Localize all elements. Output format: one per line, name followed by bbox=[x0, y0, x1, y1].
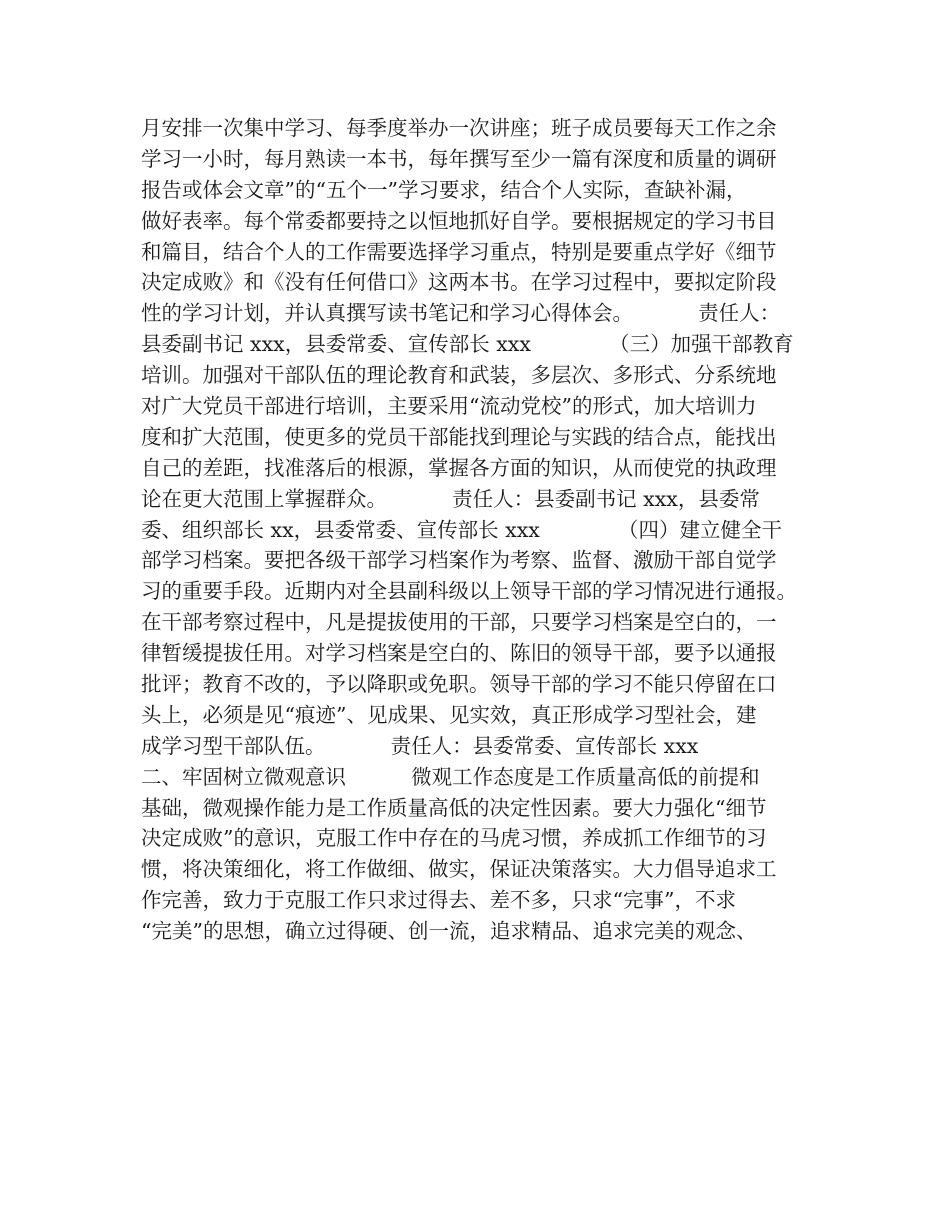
body-text bbox=[141, 113, 841, 947]
text-line: 惯，将决策细化，将工作做细、做实，保证决策落实。大力倡导追求工 bbox=[141, 857, 777, 882]
text-line: 报告或体会文章”的“五个一”学习要求，结合个人实际，查缺补漏， bbox=[141, 177, 747, 202]
text-line: 二、牢固树立微观意识 微观工作态度是工作质量高低的前提和 bbox=[141, 764, 760, 789]
text-line: “完美”的思想，确立过得硬、创一流，追求精品、追求完美的观念、 bbox=[141, 919, 757, 944]
text-line: 月安排一次集中学习、每季度举办一次讲座；班子成员要每天工作之余 bbox=[141, 116, 777, 140]
text-line: 和篇目，结合个人的工作需要选择学习重点，特别是要重点学好《细节 bbox=[141, 239, 777, 264]
text-line: 批评；教育不改的，予以降职或免职。领导干部的学习不能只停留在口 bbox=[141, 672, 777, 697]
text-line: 度和扩大范围，使更多的党员干部能找到理论与实践的结合点，能找出 bbox=[141, 424, 777, 449]
text-line: 自己的差距，找准落后的根源，掌握各方面的知识，从而使党的执政理 bbox=[141, 455, 777, 480]
text-line: 基础，微观操作能力是工作质量高低的决定性因素。要大力强化“细节 bbox=[141, 795, 767, 820]
text-line: 头上，必须是见“痕迹”、见成果、见实效，真正形成学习型社会，建 bbox=[141, 702, 757, 727]
text-line: 决定成败》和《没有任何借口》这两本书。在学习过程中，要拟定阶段 bbox=[141, 270, 777, 295]
text-line: 性的学习计划，并认真撰写读书笔记和学习心得体会。 责任人： bbox=[141, 301, 781, 326]
text-line: 县委副书记 xxx，县委常委、宣传部长 xxx （三）加强干部教育 bbox=[141, 332, 794, 357]
text-line: 对广大党员干部进行培训，主要采用“流动党校”的形式，加大培训力 bbox=[141, 394, 757, 419]
text-line: 在干部考察过程中，凡是提拔使用的干部，只要学习档案是空白的，一 bbox=[141, 610, 777, 635]
text-line: 部学习档案。要把各级干部学习档案作为考察、监督、激励干部自觉学 bbox=[141, 548, 777, 573]
text-line: 习的重要手段。近期内对全县副科级以上领导干部的学习情况进行通报。 bbox=[141, 579, 797, 604]
text-line: 培训。加强对干部队伍的理论教育和武装，多层次、多形式、分系统地 bbox=[141, 363, 777, 388]
text-line: 决定成败”的意识，克服工作中存在的马虎习惯，养成抓工作细节的习 bbox=[141, 826, 767, 851]
text-line: 成学习型干部队伍。 责任人：县委常委、宣传部长 xxx bbox=[141, 733, 699, 758]
text-line: 律暂缓提拔任用。对学习档案是空白的、陈旧的领导干部，要予以通报 bbox=[141, 641, 777, 666]
text-line: 做好表率。每个常委都要持之以恒地抓好自学。要根据规定的学习书目 bbox=[141, 208, 777, 233]
text-line: 论在更大范围上掌握群众。 责任人：县委副书记 xxx，县委常 bbox=[141, 486, 760, 511]
text-line: 学习一小时，每月熟读一本书，每年撰写至少一篇有深度和质量的调研 bbox=[141, 146, 777, 171]
text-line: 委、组织部长 xx，县委常委、宣传部长 xxx （四）建立健全干 bbox=[141, 517, 783, 542]
text-line: 作完善，致力于克服工作只求过得去、差不多，只求“完事”，不求 bbox=[141, 888, 736, 913]
